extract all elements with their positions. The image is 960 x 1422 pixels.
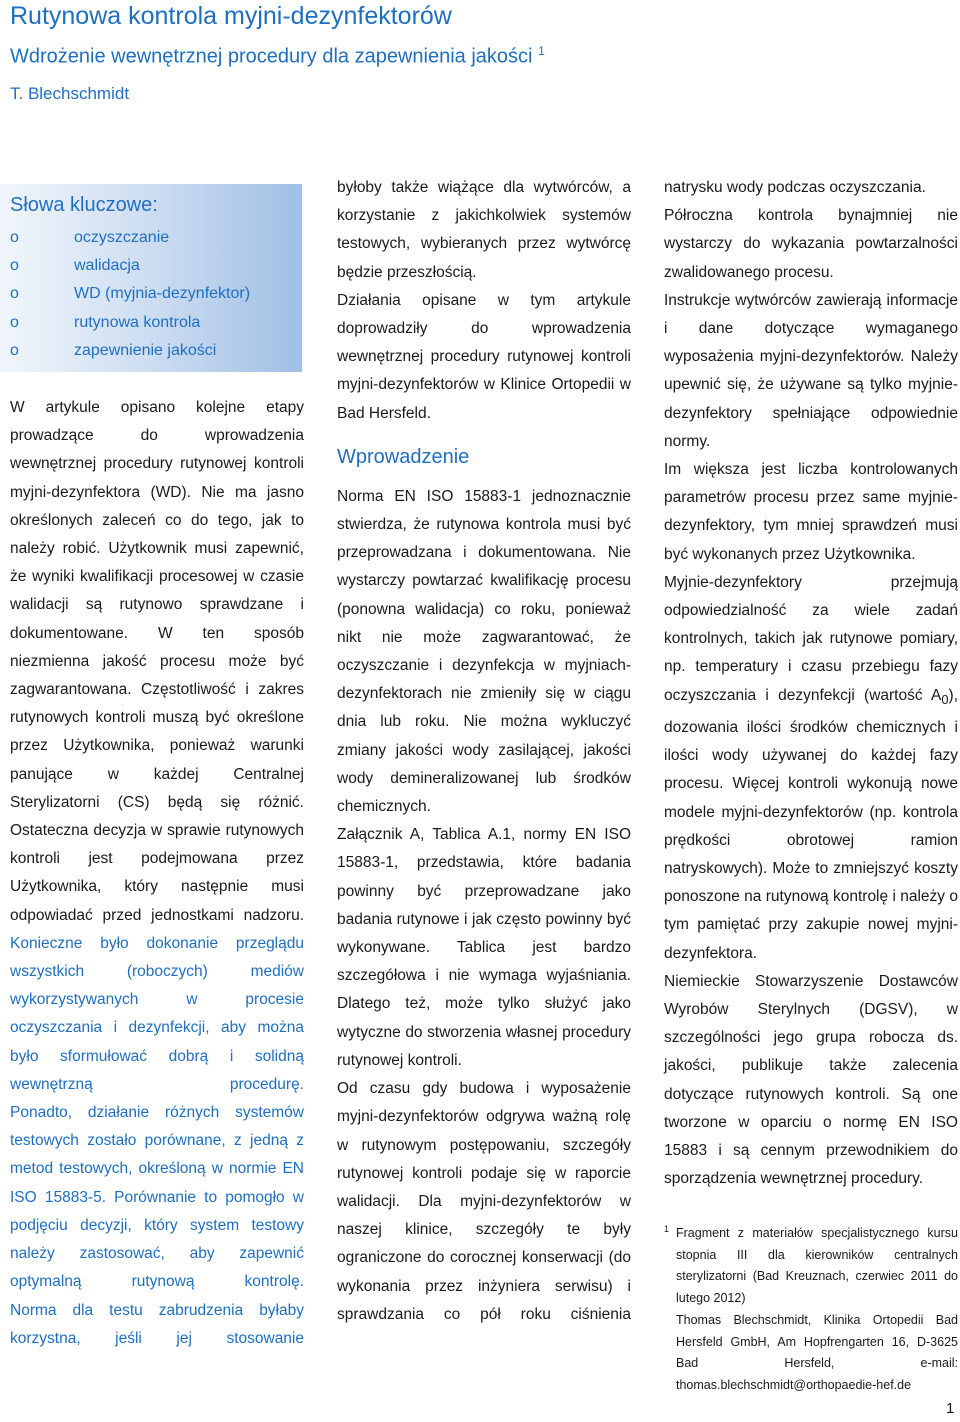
keyword-item: [10, 284, 250, 312]
author: T. Blechschmidt: [10, 84, 130, 103]
keyword-item: [10, 228, 250, 256]
column-2: [337, 174, 631, 1329]
keyword-item: [10, 313, 250, 341]
section-heading: Wprowadzenie: [337, 445, 470, 468]
paragraph: Od czasu gdy budowa i wyposażenie myjni-dezynfektorów odgrywa ważną rolę w rutynowym postępowaniu, szczegóły rutynowej kontroli podaje się w raporcie walidacji. Dla myjni-dezynfektorów w naszej klinice, szczegóły te były ograniczone do corocznej konserwacji (do wykonania przez inżyniera serwisu) i sprawdzania co pół roku ciśnienia: [337, 1080, 631, 1323]
bullet-icon: o: [10, 229, 19, 246]
subtitle-text: Wdrożenie wewnętrznej procedury dla zapewnienia jakości: [10, 45, 533, 68]
keywords-heading: Słowa kluczowe:: [10, 194, 158, 216]
keyword-label: zapewnienie jakości: [74, 341, 217, 359]
article-subtitle: [10, 44, 545, 69]
keyword-label: oczyszczanie: [74, 229, 170, 246]
keyword-item: [10, 341, 250, 369]
bullet-icon: o: [10, 257, 19, 275]
paragraph: Norma dla testu zabrudzenia byłaby korzystna, jeśli jej stosowanie: [10, 1301, 304, 1347]
keyword-label: WD (myjnia-dezynfektor): [74, 285, 251, 303]
paragraph: byłoby także wiążące dla wytwórców, a korzystanie z jakichkolwiek systemów testowych, wybieranych przez wytwórcę będzie przeszłością.: [337, 179, 631, 281]
footnote-text-block: [676, 1223, 958, 1397]
abstract-paragraph: W artykule opisano kolejne etapy prowadzące do wprowadzenia wewnętrznej procedury rutynowej kontroli myjni-dezynfektora (WD). Nie ma jasno określonych zaleceń co do tego, jak to należy robić. Użytkownik musi zapewnić, że wyniki kwalifikacji procesowej w czasie walidacji są rutynowo sprawdzane i dokumentowane. W ten sposób niezmienna jakość procesu może być zagwarantowana. Częstotliwość i zakres rutynowych kontroli muszą być określone przez Użytkownika, ponieważ warunki panujące w każdej Centralnej Sterylizatorni (CS) będą się różnić. Ostateczna decyzja w sprawie rutynowych kontroli jest podejmowana przez Użytkownika, który następnie musi odpowiadać przed jednostkami nadzoru.: [10, 399, 304, 924]
keyword-label: rutynowa kontrola: [74, 313, 201, 331]
paragraph: Instrukcje wytwórców zawierają informacje i dane dotyczące wymaganego wyposażenia myjni-dezynfektorów. Należy upewnić się, że używane są tylko myjnie-dezynfektory spełniające odpowiednie normy.: [664, 291, 958, 450]
subscript: 0: [941, 691, 949, 707]
article-title: Rutynowa kontrola myjni-dezynfektorów: [10, 2, 452, 30]
paragraph: Działania opisane w tym artykule doprowadziły do wprowadzenia wewnętrznej procedury rutynowej kontroli myjni-dezynfektorów w Klinice Ortopedii w Bad Hersfeld.: [337, 291, 631, 422]
paragraph: Norma EN ISO 15883-1 jednoznacznie stwierdza, że rutynowa kontrola musi być przeprowadzana i dokumentowana. Nie wystarczy powtarzać kwalifikację procesu (ponowna walidacja) co roku, ponieważ nikt nie może zagwarantować, że oczyszczanie i dezynfekcja w myjniach-dezynfektorach nie zmieniły się w ciągu dnia lub roku. Nie można wykluczyć zmiany jakości wody zasilającej, jakości wody demineralizowanej lub środków chemicznych.: [337, 487, 631, 816]
keyword-label: walidacja: [74, 257, 140, 275]
paragraph: Im większa jest liczba kontrolowanych parametrów procesu przez same myjnie-dezynfektory, tym mniej sprawdzeń musi być wykonanych przez Użytkownika.: [664, 461, 958, 563]
keywords-list: [10, 228, 250, 369]
page-number: 1: [946, 1400, 955, 1417]
column-3: [664, 174, 958, 1193]
column-1: [10, 394, 304, 1353]
paragraph: Konieczne było dokonanie przeglądu wszystkich (roboczych) mediów wykorzystywanych w procesie oczyszczania i dezynfekcji, aby można było sformułować dobrą i solidną wewnętrzną procedurę.: [10, 934, 304, 1093]
bullet-icon: o: [10, 341, 19, 359]
paragraph: Załącznik A, Tablica A.1, normy EN ISO 15883-1, przedstawia, które badania powinny być przeprowadzane jako badania rutynowe i jak często powinny być wykonywane. Tablica jest bardzo szczegółowa i nie wymaga wyjaśniania. Dlatego też, może tylko służyć jako wytyczne do stworzenia własnej procedury rutynowej kontroli.: [337, 826, 631, 1069]
paragraph: natrysku wody podczas oczyszczania.: [664, 179, 926, 196]
text-part: Myjnie-dezynfektory przejmują odpowiedzialność za wiele zadań kontrolnych, takich jak rutynowe pomiary, np. temperatury i czasu przebiegu fazy oczyszczania i dezynfekcji (wartość A: [664, 573, 958, 704]
keywords-box: [0, 184, 302, 372]
footnote-number: 1: [664, 1224, 670, 1234]
footnote-text: Fragment z materiałów specjalistycznego kursu stopnia III dla kierowników centralnych sterylizatorni (Bad Kreuznach, czerwiec 2011 do lutego 2012): [676, 1226, 958, 1306]
footnote-ref[interactable]: 1: [538, 44, 545, 58]
bullet-icon: o: [10, 285, 19, 303]
paragraph: [664, 569, 958, 968]
text-part: ), dozowania ilości środków chemicznych i ilości wody używanej do każdej fazy procesu. Więcej kontroli wykonują nowe modele myjni-dezynfektorów (np. kontrola prędkości obrotowej ramion natryskowych). Może to zmniejszyć koszty ponoszone na rutynową kontrolę i należy o tym pamiętać przy zakupie nowej myjni-dezynfektora.: [664, 686, 958, 962]
paragraph: Niemieckie Stowarzyszenie Dostawców Wyrobów Sterylnych (DGSV), w szczególności jego grupa robocza ds. jakości, publikuje także zalecenia dotyczące rutynowych kontroli. Są one tworzone w oparciu o normę EN ISO 15883 i są cennym przewodnikiem do sporządzenia wewnętrznej procedury.: [664, 972, 958, 1188]
footnote-affiliation[interactable]: Thomas Blechschmidt, Klinika Ortopedii Bad Hersfeld GmbH, Am Hopfrengarten 16, D-3625 Bad Hersfeld, e-mail: thomas.blechschmidt@orthopaedie-hef.de: [676, 1312, 958, 1392]
paragraph: Ponadto, działanie różnych systemów testowych zostało porównane, z jedną z metod testowych, określoną w normie EN ISO 15883-5. Porównanie to pomogło w podjęciu decyzji, który system testowy należy zastosować, aby zapewnić optymalną rutynową kontrolę.: [10, 1104, 304, 1291]
keyword-item: [10, 256, 250, 284]
paragraph: Półroczna kontrola bynajmniej nie wystarczy do wykazania powtarzalności zwalidowanego procesu.: [664, 207, 958, 281]
bullet-icon: o: [10, 313, 19, 331]
